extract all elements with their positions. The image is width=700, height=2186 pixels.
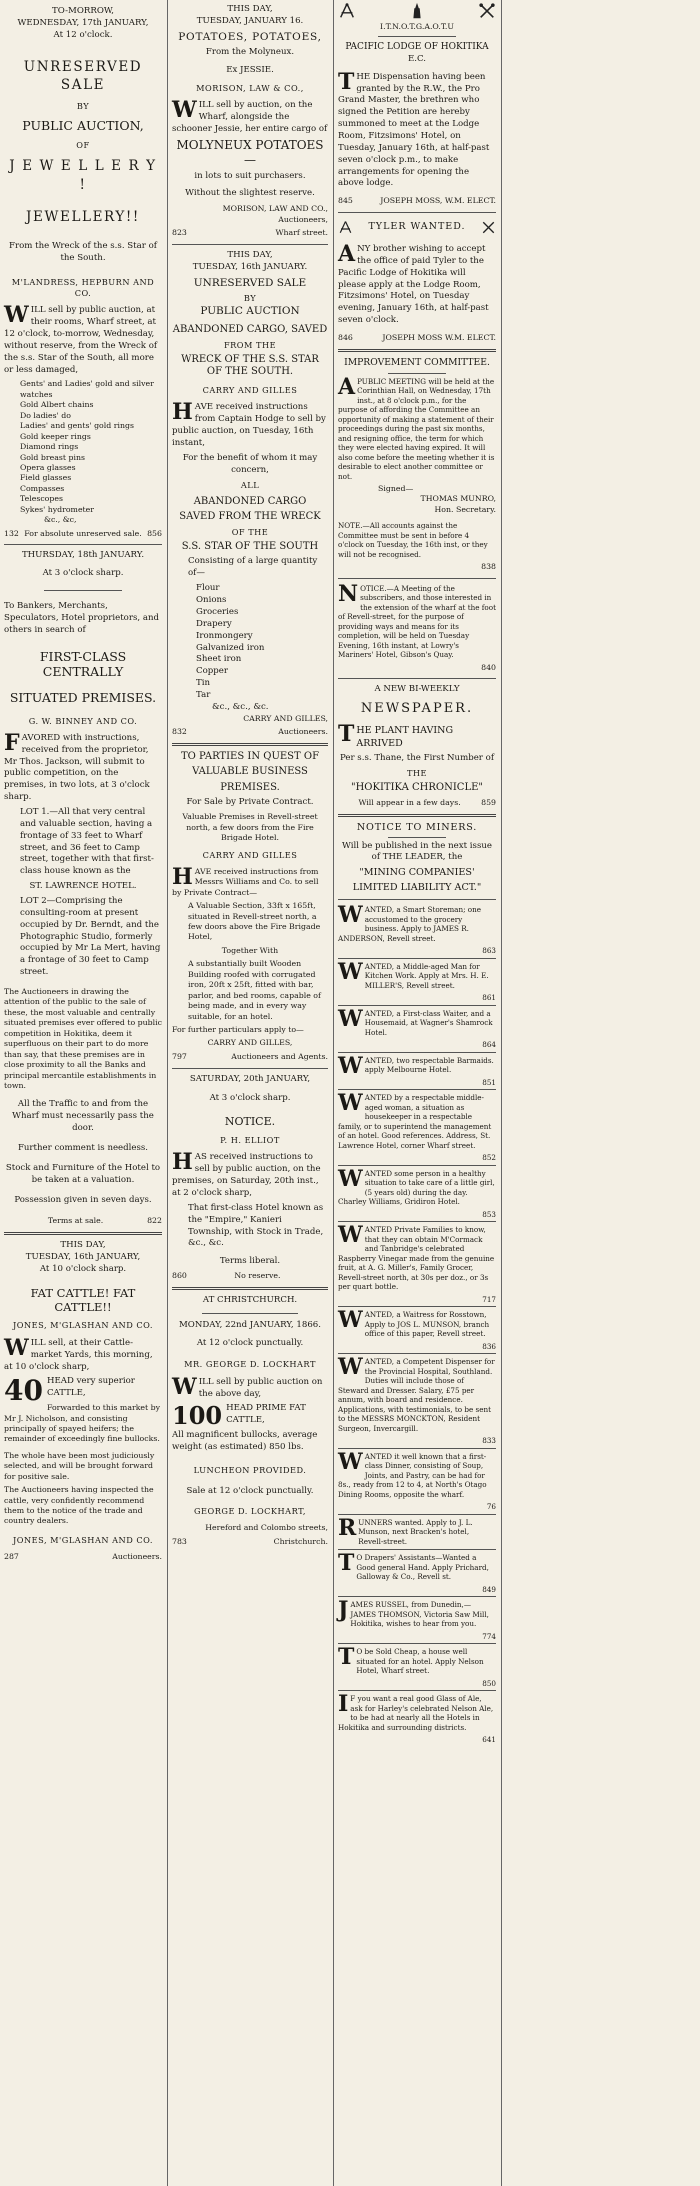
ad-from: FROM THE bbox=[223, 339, 277, 350]
ad-subtitle: E.C. bbox=[407, 53, 426, 64]
ad-heading: JEWELLERY!! bbox=[26, 209, 140, 226]
wanted-text: TO be Sold Cheap, a house well situated for an hotel. Apply Nelson Hotel, Wharf street. bbox=[338, 1644, 484, 1676]
list-item bbox=[338, 1165, 496, 1220]
ad-note: Together With bbox=[221, 945, 279, 955]
item-list bbox=[4, 379, 162, 525]
list-item: Sykes' hydrometer bbox=[20, 504, 95, 514]
column-1 bbox=[0, 0, 166, 2186]
ad-heading: ABANDONED CARGO, SAVED bbox=[172, 324, 328, 336]
list-item: Ironmongery bbox=[196, 630, 253, 641]
divider bbox=[172, 244, 328, 245]
divider bbox=[172, 1287, 328, 1290]
list-item bbox=[338, 1222, 496, 1304]
wanted-text: WANTED, a First-class Waiter, and a Housemaid, at Wagner's Shamrock Hotel. bbox=[338, 1005, 493, 1037]
ad-role: Hon. Secretary. bbox=[434, 504, 496, 514]
list-item: Compasses bbox=[20, 483, 65, 493]
ad-number: 287 bbox=[4, 1552, 19, 1562]
list-item: Groceries bbox=[196, 606, 239, 617]
cattle-sale-ad bbox=[4, 1240, 162, 1563]
ad-signed: Signed— bbox=[378, 484, 414, 493]
ad-address: Hereford and Colombo streets, bbox=[205, 1523, 328, 1533]
ad-place: Christchurch. bbox=[273, 1536, 328, 1546]
ad-when: THIS DAY, bbox=[227, 249, 273, 260]
crossed-keys-icon bbox=[478, 2, 496, 20]
ad-place: AT CHRISTCHURCH. bbox=[202, 1294, 298, 1305]
ad-description: Valuable Premises in Revell-street north, a few doors from the Fire Brigade Hotel. bbox=[182, 812, 318, 843]
ad-number: 833 bbox=[482, 1436, 496, 1446]
divider bbox=[4, 1232, 162, 1235]
newspaper-announcement-ad bbox=[338, 684, 496, 808]
ad-note: The Auctioneers in drawing the attention of the public to the sale of these, the most valuable and centrally situated premises ever offered to public competition in Hokitika, deem it superfluous on their part to do more than say, that these premises are in close proximity to all the Banks and principal mercantile establishments in town. bbox=[4, 987, 162, 1090]
ad-footer bbox=[172, 727, 328, 738]
list-item bbox=[338, 958, 496, 1003]
divider bbox=[338, 899, 496, 900]
list-item bbox=[338, 1644, 496, 1688]
ad-note: For the benefit of whom it may concern, bbox=[182, 452, 318, 475]
ad-note: Sale at 12 o'clock punctually. bbox=[186, 1486, 314, 1497]
ad-heading: PREMISES. bbox=[220, 781, 280, 793]
divider bbox=[338, 1596, 496, 1597]
ad-footer bbox=[172, 1537, 328, 1548]
ad-terms: Terms at sale. bbox=[47, 1216, 104, 1226]
ad-note: Stock and Furniture of the Hotel to be taken at a valuation. bbox=[5, 1162, 161, 1185]
crossed-keys-icon bbox=[481, 220, 496, 235]
list-item: Opera glasses bbox=[20, 462, 76, 472]
list-item: Diamond rings bbox=[20, 442, 79, 452]
ad-body: ANY brother wishing to accept the office of paid Tyler to the Pacific Lodge of Hokitika will please apply at the Lodge Room, Fitzsimons' Hotel, on Tuesday evening, January 16th, at half-past seven o'clock. bbox=[338, 241, 489, 326]
ad-note: For further particulars apply to— bbox=[172, 1024, 304, 1034]
ad-heading: VALUABLE BUSINESS bbox=[192, 766, 308, 778]
wanted-ads bbox=[338, 902, 496, 1745]
list-item: Galvanized iron bbox=[196, 642, 265, 653]
ad-footnote: For absolute unreserved sale. bbox=[24, 528, 142, 538]
wanted-text: WANTED it well known that a first-class Dinner, consisting of Soup, Joints, and Pastry, can be had for 8s., ready from 12 to 4, at North's Otago Dining Rooms, opposite the wharf. bbox=[338, 1448, 487, 1499]
divider bbox=[338, 814, 496, 817]
ad-signature: JONES, M'GLASHAN AND CO. bbox=[13, 1534, 153, 1545]
ad-role: Auctioneers. bbox=[278, 727, 328, 737]
cattle-count: 100 bbox=[172, 1403, 223, 1431]
ad-role: Auctioneers. bbox=[112, 1552, 162, 1562]
empire-hotel-ad bbox=[172, 1074, 328, 1282]
ad-heading: MOLYNEUX POTATOES— bbox=[176, 138, 324, 168]
ad-date: WEDNESDAY, 17th JANUARY, bbox=[17, 17, 149, 28]
ad-heading: FAT CATTLE! FAT CATTLE!! bbox=[30, 1285, 136, 1315]
compass-square-icon bbox=[338, 220, 353, 235]
divider bbox=[338, 1643, 496, 1644]
list-item bbox=[338, 1307, 496, 1351]
list-item bbox=[338, 1005, 496, 1050]
list-item: &c., &c, bbox=[44, 515, 77, 525]
ad-by: BY bbox=[243, 292, 257, 303]
wanted-text: WANTED, a Middle-aged Man for Kitchen Work. Apply at Mrs. H. E. MILLER'S, Revell street. bbox=[338, 958, 489, 990]
ad-heading: UNRESERVED SALE bbox=[23, 58, 143, 94]
wanted-text: WANTED, a Waitress for Rosstown, Apply to JOS L. MUNSON, branch office of this paper, Revell street. bbox=[338, 1307, 490, 1339]
list-item bbox=[338, 902, 496, 956]
list-item bbox=[338, 1550, 496, 1594]
ad-number: 846 bbox=[338, 333, 353, 343]
list-item: Gold breast pins bbox=[20, 452, 85, 462]
ad-note: The Auctioneers having inspected the cattle, very confidently recommend them to the notice of the trade and country dealers. bbox=[4, 1485, 154, 1526]
ad-the: THE bbox=[406, 768, 428, 779]
ad-number: 836 bbox=[482, 1341, 496, 1351]
ad-body: THE PLANT HAVING ARRIVED bbox=[338, 720, 454, 750]
wanted-text: WANTED by a respectable middle-aged woman, a situation as housekeeper in a respectable family, or to superintend the management of an hotel. Good references. Address, St. Lawrence Hotel, corner Wharf street. bbox=[338, 1090, 492, 1150]
list-item: Telescopes bbox=[20, 494, 63, 504]
ad-all: ALL bbox=[240, 480, 260, 491]
ad-role: Auctioneers and Agents. bbox=[231, 1051, 328, 1061]
ad-body: THE Dispensation having been granted by the R.W., the Pro Grand Master, the brethren who signed the Petition are hereby summoned to meet at the Lodge Room, Fitzsimons' Hotel, on Tuesday, January 16th, at half-past seven o'clock p.m., to make arrangements for opening the above lodge. bbox=[338, 68, 490, 189]
compass-square-icon bbox=[338, 2, 356, 20]
ad-note: The whole have been most judiciously selected, and will be brought forward for positive sale. bbox=[4, 1450, 155, 1481]
ad-when: THIS DAY, bbox=[227, 4, 273, 14]
ad-body: NOTICE.—A Meeting of the subscribers, and those interested in the extension of the wharf at the foot of Revell-street, for the purpose of providing ways and means for its completion, will be held on Tuesday Evening, 16th instant, at Lowry's Mariners' Hotel, Gibson's Quay. bbox=[338, 580, 496, 660]
cattle-headline bbox=[172, 1403, 328, 1456]
ad-number: 783 bbox=[172, 1536, 187, 1546]
ad-heading: TYLER WANTED. bbox=[368, 221, 466, 233]
business-premises-ad bbox=[172, 751, 328, 1063]
ad-number: 774 bbox=[482, 1631, 496, 1641]
list-item: Tar bbox=[196, 689, 211, 700]
ad-heading: PUBLIC AUCTION bbox=[200, 304, 300, 317]
ad-firm: P. H. ELLIOT bbox=[220, 1135, 280, 1146]
potatoes-ad bbox=[172, 4, 328, 239]
wharf-meeting-ad bbox=[338, 580, 496, 673]
divider bbox=[338, 1690, 496, 1691]
ad-body: APUBLIC MEETING will be held at the Corinthian Hall, on Wednesday, 17th inst., at 8 o'clock p.m., for the purpose of affording the Committee an opportunity of making a statement of their proceedings during the past six months, and resigning office, the term for which they were elected having expired. It will also come before the meeting whether it is desirable to elect another committee or not. bbox=[338, 373, 495, 481]
ad-number: 851 bbox=[482, 1077, 496, 1087]
wanted-text: WANTED some person in a healthy situation to take care of a little girl, (5 years old) during the day. Charley Williams, Gridiron Hotel. bbox=[338, 1165, 495, 1207]
wanted-text: JAMES RUSSEL, from Dunedin,— JAMES THOMSON, Victoria Saw Mill, Hokitika, wishes to hear from you. bbox=[338, 1597, 489, 1629]
ad-heading: PACIFIC LODGE OF HOKITIKA bbox=[345, 42, 489, 53]
ad-footer bbox=[338, 798, 496, 809]
ad-terms: Terms liberal. bbox=[219, 1256, 281, 1267]
list-item: Do ladies' do bbox=[20, 410, 71, 420]
lot-description: LOT 2—Comprising the consulting-room at present occupied by Dr. Berndt, and the Photographic Studio, formerly occupied by Mr La Mert, having a frontage of 30 feet to Camp street. bbox=[20, 895, 161, 978]
ad-heading: WRECK OF THE S.S. STAR OF THE SOUTH. bbox=[181, 353, 319, 378]
divider bbox=[338, 349, 496, 352]
ad-note: Possession given in seven days. bbox=[14, 1194, 152, 1205]
list-item bbox=[338, 1354, 496, 1446]
ad-number: 861 bbox=[482, 993, 496, 1003]
ad-firm: CARRY AND GILLES bbox=[202, 384, 298, 395]
list-item: Copper bbox=[196, 666, 228, 677]
item-list bbox=[172, 583, 328, 713]
divider bbox=[172, 1068, 328, 1069]
ad-subtitle: For Sale by Private Contract. bbox=[186, 797, 314, 808]
ad-body: WILL sell by public auction, at their rooms, Wharf street, at 12 o'clock, to-morrow, Wednesday, without reserve, from the Wreck of the s.s. Star of the South, all more or less damaged, bbox=[4, 302, 158, 375]
ad-title: I.T.N.O.T.G.A.O.T.U bbox=[380, 22, 454, 31]
wanted-text: IF you want a real good Glass of Ale, ask for Harley's celebrated Nelson Ale, to be had at nearly all the Hotels in Hokitika and surrounding districts. bbox=[338, 1691, 494, 1732]
ad-heading: NOTICE TO MINERS. bbox=[356, 821, 478, 833]
wanted-text: TO Drapers' Assistants—Wanted a Good general Hand. Apply Prichard, Galloway & Co., Revell st. bbox=[338, 1550, 489, 1582]
ad-number: 856 bbox=[147, 528, 162, 538]
list-item: Ladies' and gents' gold rings bbox=[20, 421, 134, 431]
lodge-emblem-icon bbox=[408, 2, 426, 20]
wanted-text: RUNNERS wanted. Apply to J. L. Munson, next Bracken's hotel, Revell-street. bbox=[338, 1514, 473, 1546]
ad-number: 132 bbox=[4, 528, 19, 538]
ad-role: Auctioneers, bbox=[278, 214, 328, 224]
ad-address: Wharf street. bbox=[275, 228, 328, 238]
christchurch-cattle-ad bbox=[172, 1295, 328, 1548]
ad-number: 641 bbox=[482, 1735, 496, 1745]
cattle-description: Forwarded to this market by Mr J. Nicholson, and consisting principally of spayed heifers; the remainder of exceedingly fine bullocks. bbox=[4, 1403, 161, 1444]
ad-footer bbox=[4, 529, 162, 540]
wanted-text: WANTED, two respectable Barmaids. apply Melbourne Hotel. bbox=[338, 1052, 494, 1079]
ad-heading: S.S. STAR OF THE SOUTH bbox=[181, 540, 319, 552]
cattle-count: 40 bbox=[4, 1376, 43, 1408]
column-2 bbox=[168, 0, 332, 2186]
ad-heading: NEWSPAPER. bbox=[360, 701, 474, 717]
ad-body: HAVE received instructions from Captain Hodge to sell by public auction, on Tuesday, 16th instant, bbox=[172, 399, 326, 448]
ad-date: TUESDAY, JANUARY 16. bbox=[196, 15, 304, 26]
ad-number: 840 bbox=[481, 662, 496, 672]
list-item: Flour bbox=[196, 583, 220, 594]
ad-note: Consisting of a large quantity of— bbox=[188, 556, 318, 579]
cattle-heading: HEAD PRIME FAT CATTLE, bbox=[226, 1403, 306, 1426]
ad-note: Further comment is needless. bbox=[17, 1142, 149, 1153]
ad-time: At 12 o'clock. bbox=[53, 29, 113, 40]
ad-time: At 3 o'clock sharp. bbox=[42, 568, 124, 579]
ad-note: Without the slightest reserve. bbox=[185, 188, 315, 199]
ad-number: 849 bbox=[482, 1584, 496, 1594]
tyler-wanted-ad bbox=[338, 218, 496, 344]
list-item: Tin bbox=[196, 678, 211, 689]
ad-note: in lots to suit purchasers. bbox=[194, 171, 306, 182]
ad-firm: MORISON, LAW & CO., bbox=[196, 82, 304, 93]
ad-number: 845 bbox=[338, 196, 353, 206]
list-item: Gold keeper rings bbox=[20, 431, 91, 441]
ad-ship: Ex JESSIE. bbox=[226, 64, 274, 75]
ad-when: THIS DAY, bbox=[60, 1240, 106, 1251]
divider bbox=[4, 544, 162, 545]
ad-heading: TO PARTIES IN QUEST OF bbox=[180, 750, 320, 762]
ad-intro: To Bankers, Merchants, Speculators, Hotel proprietors, and others in search of bbox=[4, 601, 159, 635]
cattle-headline bbox=[4, 1376, 162, 1447]
ad-signature: GEORGE D. LOCKHART, bbox=[194, 1506, 306, 1517]
ad-note: Will appear in a few days. bbox=[358, 797, 461, 807]
ad-date: THURSDAY, 18th JANUARY. bbox=[21, 550, 145, 561]
wanted-text: WANTED, a Smart Storeman; one accustomed to the grocery business. Apply to JAMES R. ANDERSON, Revell street. bbox=[338, 902, 481, 943]
ad-number: 863 bbox=[482, 946, 496, 956]
ad-heading: SITUATED PREMISES. bbox=[9, 689, 157, 705]
ad-body: HAVE received instructions from Messrs Williams and Co. to sell by Private Contract— bbox=[172, 863, 319, 897]
divider bbox=[388, 373, 446, 374]
ad-heading: PUBLIC AUCTION, bbox=[22, 118, 144, 134]
divider bbox=[338, 212, 496, 213]
ad-footer bbox=[172, 1271, 328, 1282]
ad-body: FAVORED with instructions, received from the proprietor, Mr Thos. Jackson, will submit to public competition, on the premises, in two lots, at 3 o'clock sharp. bbox=[4, 729, 150, 803]
premises-sale-ad bbox=[4, 550, 162, 1227]
ad-body: WILL sell, at their Cattle-market Yards, this morning, at 10 o'clock sharp, bbox=[4, 1334, 153, 1372]
ad-heading: NOTICE. bbox=[224, 1115, 276, 1129]
ad-footer bbox=[4, 1216, 162, 1227]
ad-heading: FIRST-CLASS CENTRALLY bbox=[39, 648, 127, 680]
ad-heading: POTATOES, POTATOES, bbox=[178, 30, 322, 43]
ad-firm: CARRY AND GILLES bbox=[202, 849, 298, 860]
ad-time: At 10 o'clock sharp. bbox=[39, 1263, 127, 1274]
ad-by: BY bbox=[76, 100, 90, 111]
ad-number: 717 bbox=[482, 1294, 496, 1304]
ad-body: WILL sell by public auction on the above day, bbox=[172, 1373, 323, 1400]
lot-description: A Valuable Section, 33ft x 165ft, situated in Revell-street north, a few doors above the Fire Brigade Hotel, bbox=[188, 901, 321, 942]
divider bbox=[172, 743, 328, 746]
ad-note: No reserve. bbox=[234, 1271, 281, 1281]
list-item: Gold Albert chains bbox=[20, 400, 94, 410]
tyler-heading-row bbox=[338, 218, 496, 236]
notice-to-miners-ad bbox=[338, 822, 496, 895]
lot-description: LOT 1.—All that very central and valuable section, having a frontage of 33 feet to Wharf street, and 36 feet to Camp street, together with that first-class house known as the bbox=[20, 806, 154, 877]
ad-when: TO-MORROW, bbox=[52, 6, 114, 16]
ad-number: 850 bbox=[482, 1678, 496, 1688]
divider bbox=[338, 1549, 496, 1550]
hotel-name: ST. LAWRENCE HOTEL. bbox=[29, 881, 137, 892]
ad-number: 76 bbox=[486, 1502, 496, 1512]
ad-footer bbox=[338, 333, 496, 344]
ad-heading: "HOKITIKA CHRONICLE" bbox=[350, 782, 484, 794]
ad-signature: CARRY AND GILLES, bbox=[207, 1038, 293, 1048]
ad-date: TUESDAY, 16th JANUARY. bbox=[192, 261, 308, 272]
ad-note: Per s.s. Thane, the First Number of bbox=[339, 753, 495, 764]
divider bbox=[338, 1514, 496, 1515]
ad-note: NOTE.—All accounts against the Committee must be sent in before 4 o'clock on Tuesday, the 16th inst, or they will not be recognised. bbox=[338, 521, 488, 559]
lot-description: A substantially built Wooden Building roofed with corrugated iron, 20ft x 25ft, fitted with bar, parlor, and bed rooms, capable of being made, and in every way suitable, for an hotel. bbox=[188, 959, 321, 1021]
ad-heading: IMPROVEMENT COMMITTEE. bbox=[344, 356, 490, 368]
ad-footer bbox=[172, 1052, 328, 1063]
ad-subtitle: From the Wreck of the s.s. Star of the South. bbox=[9, 240, 157, 263]
ad-number: 822 bbox=[147, 1216, 162, 1226]
list-item bbox=[338, 1052, 496, 1088]
list-item bbox=[338, 1090, 496, 1163]
ad-heading: SAVED FROM THE WRECK bbox=[179, 511, 321, 523]
ad-of: OF bbox=[76, 139, 90, 150]
divider bbox=[202, 1313, 298, 1314]
list-item bbox=[338, 1448, 496, 1512]
ad-heading: "MINING COMPANIES' bbox=[359, 867, 475, 879]
ad-body: HAS received instructions to sell by public auction, on the premises, on Saturday, 20th inst., at 2 o'clock sharp, bbox=[172, 1149, 321, 1198]
masonic-emblems bbox=[338, 0, 496, 22]
ad-time: At 12 o'clock punctually. bbox=[196, 1337, 304, 1348]
ad-firm: G. W. BINNEY AND CO. bbox=[28, 715, 138, 726]
list-item: Field glasses bbox=[20, 473, 72, 483]
ad-signature: CARRY AND GILLES, bbox=[243, 713, 328, 723]
list-item bbox=[338, 1514, 496, 1547]
ad-signature: THOMAS MUNRO, bbox=[420, 494, 496, 504]
ad-signature: JOSEPH MOSS W.M. ELECT. bbox=[382, 333, 496, 343]
ad-number: 859 bbox=[481, 797, 496, 807]
ad-number: 860 bbox=[172, 1271, 187, 1281]
column-3 bbox=[334, 0, 500, 2186]
ad-firm: MR. GEORGE D. LOCKHART bbox=[184, 1359, 316, 1370]
ad-number: 864 bbox=[482, 1040, 496, 1050]
ad-footer bbox=[338, 196, 496, 207]
list-item: &c., &c., &c. bbox=[212, 701, 269, 712]
ad-heading: J E W E L L E R Y ! bbox=[9, 158, 157, 193]
ad-heading: ABANDONED CARGO bbox=[193, 495, 307, 507]
ad-footer bbox=[172, 228, 328, 239]
ad-firm: M'LANDRESS, HEPBURN AND CO. bbox=[11, 276, 155, 298]
list-item: Onions bbox=[196, 595, 227, 606]
ad-date: SATURDAY, 20th JANUARY, bbox=[189, 1073, 311, 1084]
jewellery-sale-ad bbox=[4, 6, 162, 539]
ad-number: 797 bbox=[172, 1051, 187, 1061]
cattle-description: All magnificent bullocks, average weight (as estimated) 850 lbs. bbox=[172, 1430, 318, 1453]
cattle-heading: HEAD very superior CATTLE, bbox=[46, 1376, 135, 1399]
ad-heading: UNRESERVED SALE bbox=[193, 276, 307, 289]
divider bbox=[378, 36, 456, 37]
ad-body: WILL sell by auction, on the Wharf, alongside the schooner Jessie, her entire cargo of bbox=[172, 96, 328, 134]
ad-time: At 3 o'clock sharp. bbox=[209, 1093, 291, 1104]
list-item: Gents' and Ladies' gold and silver watches bbox=[20, 379, 154, 399]
divider bbox=[44, 590, 122, 591]
divider bbox=[338, 678, 496, 679]
abandoned-cargo-ad bbox=[172, 250, 328, 738]
divider bbox=[338, 578, 496, 579]
ad-note: All the Traffic to and from the Wharf must necessarily pass the door. bbox=[12, 1099, 154, 1134]
ad-description: That first-class Hotel known as the "Empire," Kanieri Township, with Stock in Trade, &c., &c. bbox=[188, 1202, 324, 1249]
ad-signature: JOSEPH MOSS, W.M. ELECT. bbox=[380, 196, 496, 206]
ad-number: 853 bbox=[482, 1209, 496, 1219]
ad-number: 823 bbox=[172, 228, 187, 238]
wanted-text: WANTED Private Families to know, that they can obtain M'Cormack and Tanbridge's celebrated Raspberry Vinegar made from the genuine fruit, at A. G. Miller's, Family Grocer, Revell-street north, at 30s per doz., or 3s per quart bottle. bbox=[338, 1222, 495, 1292]
list-item bbox=[338, 1597, 496, 1641]
ad-heading: LIMITED LIABILITY ACT." bbox=[352, 882, 482, 894]
ad-date: TUESDAY, 16th JANUARY, bbox=[25, 1252, 141, 1262]
list-item: Drapery bbox=[196, 618, 232, 629]
pacific-lodge-ad bbox=[338, 22, 496, 207]
ad-footer bbox=[4, 1552, 162, 1563]
ad-of: OF THE bbox=[231, 526, 269, 537]
improvement-committee-ad bbox=[338, 357, 496, 573]
list-item bbox=[338, 1691, 496, 1745]
ad-date: MONDAY, 22nd JANUARY, 1866. bbox=[178, 1319, 322, 1330]
ad-heading: A NEW BI-WEEKLY bbox=[374, 684, 460, 695]
blank-margin bbox=[502, 0, 700, 2186]
divider bbox=[388, 837, 446, 838]
ad-number: 838 bbox=[481, 562, 496, 572]
ad-subtitle: From the Molyneux. bbox=[205, 46, 295, 57]
list-item: Sheet iron bbox=[196, 654, 242, 665]
ad-body: Will be published in the next issue of THE LEADER, the bbox=[342, 840, 492, 863]
wanted-text: WANTED, a Competent Dispenser for the Provincial Hospital, Southland. Duties will include those of Steward and Dresser. Salary, £75 per annum, with board and residence. Applications, with testimonials, to be sent to the MESSRS MONCKTON, Resident Surgeon, Invercargill. bbox=[338, 1354, 495, 1433]
ad-number: 832 bbox=[172, 727, 187, 737]
ad-signature: MORISON, LAW AND CO., bbox=[222, 204, 328, 214]
ad-note: LUNCHEON PROVIDED. bbox=[193, 1464, 307, 1475]
ad-number: 852 bbox=[482, 1153, 496, 1163]
ad-firm: JONES, M'GLASHAN AND CO. bbox=[13, 1320, 153, 1331]
